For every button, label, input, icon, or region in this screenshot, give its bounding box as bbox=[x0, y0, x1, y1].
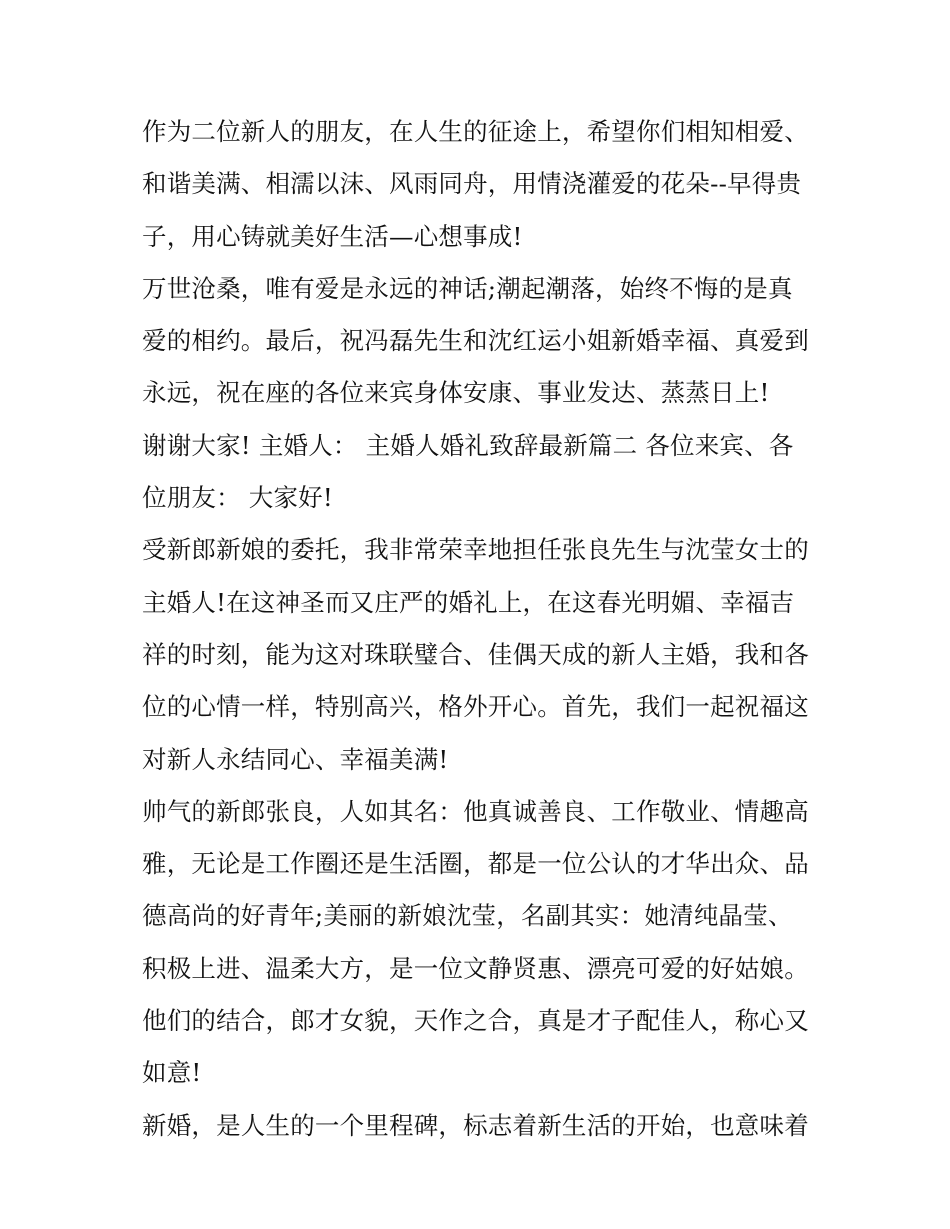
text-line: 永远，祝在座的各位来宾身体安康、事业发达、蒸蒸日上! bbox=[142, 378, 770, 408]
text-line: 祥的时刻，能为这对珠联璧合、佳偶天成的新人主婚，我和各 bbox=[142, 639, 809, 669]
text-line: 万世沧桑，唯有爱是永远的神话;潮起潮落，始终不悔的是真 bbox=[142, 273, 793, 303]
document-body bbox=[142, 106, 814, 1152]
text-line: 位的心情一样，特别高兴，格外开心。首先，我们一起祝福这 bbox=[142, 692, 809, 722]
text-line: 雅，无论是工作圈还是生活圈，都是一位公认的才华出众、品 bbox=[142, 849, 809, 879]
text-line: 德高尚的好青年;美丽的新娘沈莹，名副其实：她清纯晶莹、 bbox=[142, 901, 793, 931]
text-line: 他们的结合，郎才女貌，天作之合，真是才子配佳人，称心又 bbox=[142, 1006, 809, 1036]
text-line: 新婚，是人生的一个里程碑，标志着新生活的开始，也意味着 bbox=[142, 1110, 809, 1140]
text-line: 主婚人!在这神圣而又庄严的婚礼上，在这春光明媚、幸福吉 bbox=[142, 587, 795, 617]
text-line: 作为二位新人的朋友，在人生的征途上，希望你们相知相爱、 bbox=[142, 117, 809, 146]
text-line: 和谐美满、相濡以沫、风雨同舟，用情浇灌爱的花朵--早得贵 bbox=[142, 169, 802, 199]
text-line: 谢谢大家! 主婚人： 主婚人婚礼致辞最新篇二 各位来宾、各 bbox=[142, 430, 794, 460]
text-line: 受新郎新娘的委托，我非常荣幸地担任张良先生与沈莹女士的 bbox=[142, 535, 809, 565]
text-line: 如意! bbox=[142, 1058, 202, 1088]
text-line: 积极上进、温柔大方，是一位文静贤惠、漂亮可爱的好姑娘。 bbox=[142, 953, 809, 983]
text-line: 子，用心铸就美好生活—心想事成! bbox=[142, 221, 523, 251]
text-line: 爱的相约。最后，祝冯磊先生和沈红运小姐新婚幸福、真爱到 bbox=[142, 326, 809, 356]
text-line: 对新人永结同心、幸福美满! bbox=[142, 744, 449, 774]
text-line: 位朋友： 大家好! bbox=[142, 483, 333, 513]
text-line: 帅气的新郎张良，人如其名：他真诚善良、工作敬业、情趣高 bbox=[142, 796, 809, 826]
